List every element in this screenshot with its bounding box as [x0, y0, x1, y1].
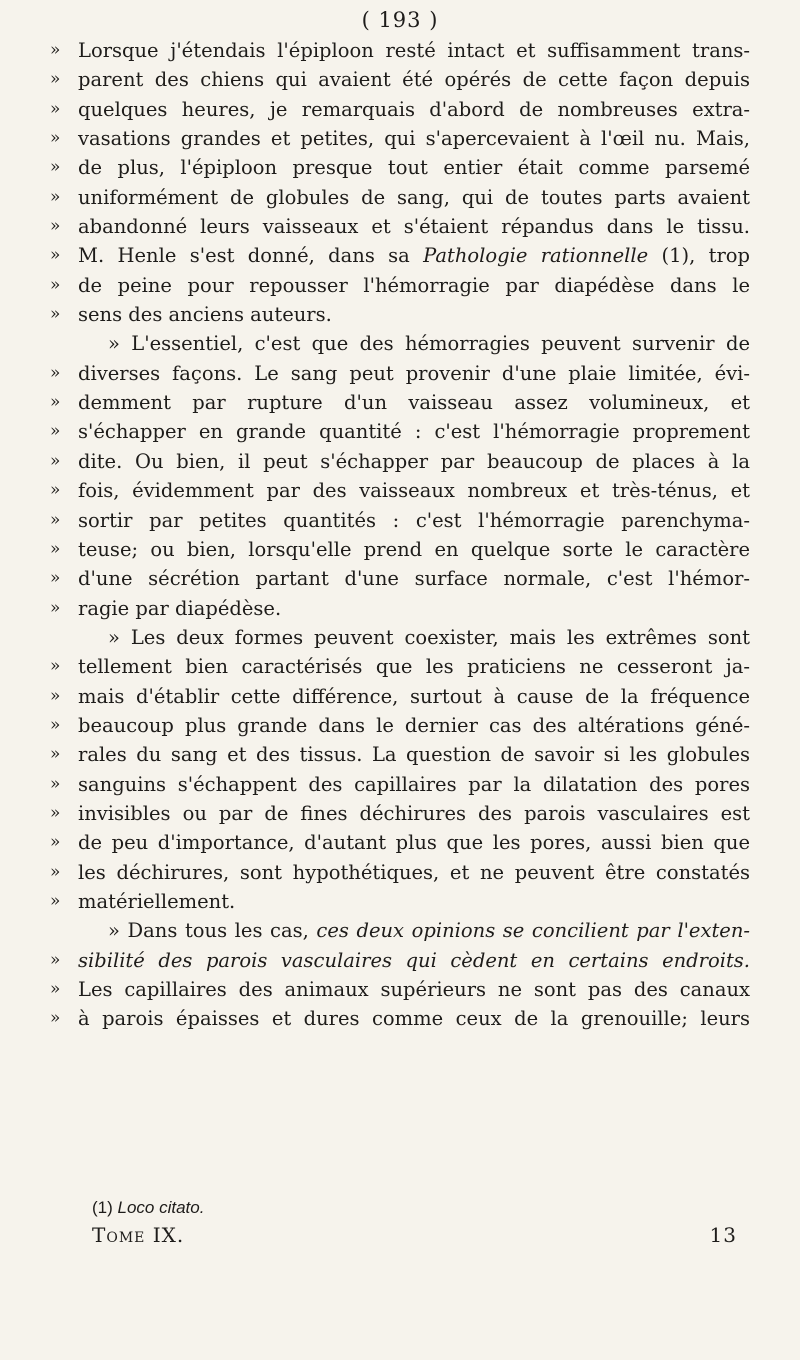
- quote-mark: »: [50, 186, 61, 207]
- text-line: [50, 946, 750, 975]
- line-text: uniformément de globules de sang, qui de toutes parts avaient: [78, 185, 750, 209]
- line-text: beaucoup plus grande dans le dernier cas des altérations géné-: [78, 713, 750, 737]
- text-line: [50, 65, 750, 94]
- line-text: » Dans tous les cas, ces deux opinions se concilient par l'exten-: [108, 919, 750, 943]
- text-line: [50, 828, 750, 857]
- quote-mark: »: [50, 714, 61, 735]
- quote-mark: »: [50, 245, 61, 266]
- page-number: ( 193 ): [361, 8, 439, 32]
- line-text: d'une sécrétion partant d'une surface normale, c'est l'hémor-: [78, 567, 750, 591]
- line-text: » Les deux formes peuvent coexister, mais les extrêmes sont: [108, 625, 750, 649]
- line-text: de plus, l'épiploon presque tout entier était comme parsemé: [78, 156, 750, 180]
- line-text: diverses façons. Le sang peut provenir d'une plaie limitée, évi-: [78, 361, 750, 385]
- line-text: rales du sang et des tissus. La question de savoir si les globules: [78, 743, 750, 767]
- line-text: sens des anciens auteurs.: [78, 303, 332, 327]
- signature-mark: 13: [709, 1223, 737, 1247]
- text-line: [50, 359, 750, 388]
- line-text: parent des chiens qui avaient été opérés de cette façon depuis: [78, 68, 750, 92]
- text-line: [50, 1004, 750, 1033]
- text-line: [50, 858, 750, 887]
- text-line: [50, 652, 750, 681]
- text-line: [50, 711, 750, 740]
- line-text: vasations grandes et petites, qui s'apercevaient à l'œil nu. Mais,: [78, 127, 750, 151]
- text-line: [50, 212, 750, 241]
- quote-mark: »: [50, 509, 61, 530]
- text-line: [50, 153, 750, 182]
- line-text: teuse; ou bien, lorsqu'elle prend en quelque sorte le caractère: [78, 537, 750, 561]
- line-text: dite. Ou bien, il peut s'échapper par beaucoup de places à la: [78, 449, 750, 473]
- text-line: [50, 623, 750, 652]
- footnote-text: Loco citato.: [117, 1198, 205, 1217]
- quote-mark: »: [50, 685, 61, 706]
- line-text: sibilité des parois vasculaires qui cèdent en certains endroits.: [78, 948, 750, 972]
- text-line: [50, 476, 750, 505]
- text-line: [50, 887, 750, 916]
- line-text: à parois épaisses et dures comme ceux de la grenouille; leurs: [78, 1007, 750, 1031]
- line-text: Lorsque j'étendais l'épiploon resté intact et suffisamment trans-: [78, 39, 750, 62]
- quote-mark: »: [50, 538, 61, 559]
- quote-mark: »: [50, 890, 61, 911]
- text-line: [50, 447, 750, 476]
- text-line: [50, 241, 750, 270]
- text-line: [50, 300, 750, 329]
- quote-mark: »: [50, 274, 61, 295]
- line-text: fois, évidemment par des vaisseaux nombreux et très-ténus, et: [78, 479, 750, 503]
- quote-mark: »: [50, 744, 61, 765]
- line-text: Les capillaires des animaux supérieurs ne sont pas des canaux: [78, 978, 750, 1001]
- line-text: abandonné leurs vaisseaux et s'étaient répandus dans le tissu.: [78, 215, 750, 239]
- tome-label: Tome IX.: [92, 1223, 185, 1247]
- line-text: sanguins s'échappent des capillaires par la dilatation des pores: [78, 772, 750, 796]
- quote-mark: »: [50, 157, 61, 178]
- quote-mark: »: [50, 450, 61, 471]
- line-text: sortir par petites quantités : c'est l'hémorragie parenchyma-: [78, 508, 750, 532]
- text-line: [50, 506, 750, 535]
- text-line: [50, 124, 750, 153]
- text-line: [50, 535, 750, 564]
- text-line: [50, 95, 750, 124]
- text-line: [50, 36, 750, 65]
- text-line: [50, 916, 750, 945]
- quote-mark: »: [50, 304, 61, 325]
- quote-mark: »: [50, 421, 61, 442]
- body-text: [50, 36, 750, 1034]
- quote-mark: »: [50, 597, 61, 618]
- line-text: de peine pour repousser l'hémorragie par diapédèse dans le: [78, 273, 750, 297]
- text-line: [50, 975, 750, 1004]
- quote-mark: »: [50, 98, 61, 119]
- quote-mark: »: [50, 392, 61, 413]
- text-line: [50, 682, 750, 711]
- text-line: [50, 594, 750, 623]
- text-line: [50, 388, 750, 417]
- line-text: quelques heures, je remarquais d'abord de nombreuses extra-: [78, 97, 750, 121]
- quote-mark: »: [50, 69, 61, 90]
- line-text: les déchirures, sont hypothétiques, et ne peuvent être constatés: [78, 860, 750, 884]
- text-line: [50, 740, 750, 769]
- text-line: [50, 183, 750, 212]
- quote-mark: »: [50, 40, 61, 60]
- line-text: matériellement.: [78, 889, 236, 913]
- line-text: de peu d'importance, d'autant plus que les pores, aussi bien que: [78, 831, 750, 855]
- text-line: [50, 799, 750, 828]
- quote-mark: »: [50, 949, 61, 970]
- text-line: [50, 329, 750, 358]
- text-line: [50, 271, 750, 300]
- quote-mark: »: [50, 773, 61, 794]
- quote-mark: »: [50, 979, 61, 999]
- footnote-marker: (1): [92, 1198, 113, 1217]
- quote-mark: »: [50, 216, 61, 237]
- text-line: [50, 417, 750, 446]
- text-line: [50, 564, 750, 593]
- quote-mark: »: [50, 568, 61, 589]
- line-text: invisibles ou par de fines déchirures des parois vasculaires est: [78, 801, 750, 825]
- quote-mark: »: [50, 656, 61, 677]
- line-text: M. Henle s'est donné, dans sa Pathologie rationnelle (1), trop: [78, 244, 750, 268]
- quote-mark: »: [50, 1008, 61, 1029]
- signature-line: [92, 1223, 737, 1249]
- quote-mark: »: [50, 861, 61, 882]
- text-line: [50, 770, 750, 799]
- line-text: demment par rupture d'un vaisseau assez volumineux, et: [78, 391, 750, 415]
- line-text: ragie par diapédèse.: [78, 596, 282, 620]
- line-text: s'échapper en grande quantité : c'est l'hémorragie proprement: [78, 420, 750, 444]
- line-text: mais d'établir cette différence, surtout à cause de la fréquence: [78, 684, 750, 708]
- line-text: tellement bien caractérisés que les praticiens ne cesseront ja-: [78, 655, 750, 679]
- footnote: [92, 1198, 204, 1218]
- quote-mark: »: [50, 128, 61, 149]
- line-text: » L'essentiel, c'est que des hémorragies peuvent survenir de: [108, 332, 750, 356]
- quote-mark: »: [50, 802, 61, 823]
- quote-mark: »: [50, 362, 61, 383]
- quote-mark: »: [50, 832, 61, 853]
- quote-mark: »: [50, 480, 61, 501]
